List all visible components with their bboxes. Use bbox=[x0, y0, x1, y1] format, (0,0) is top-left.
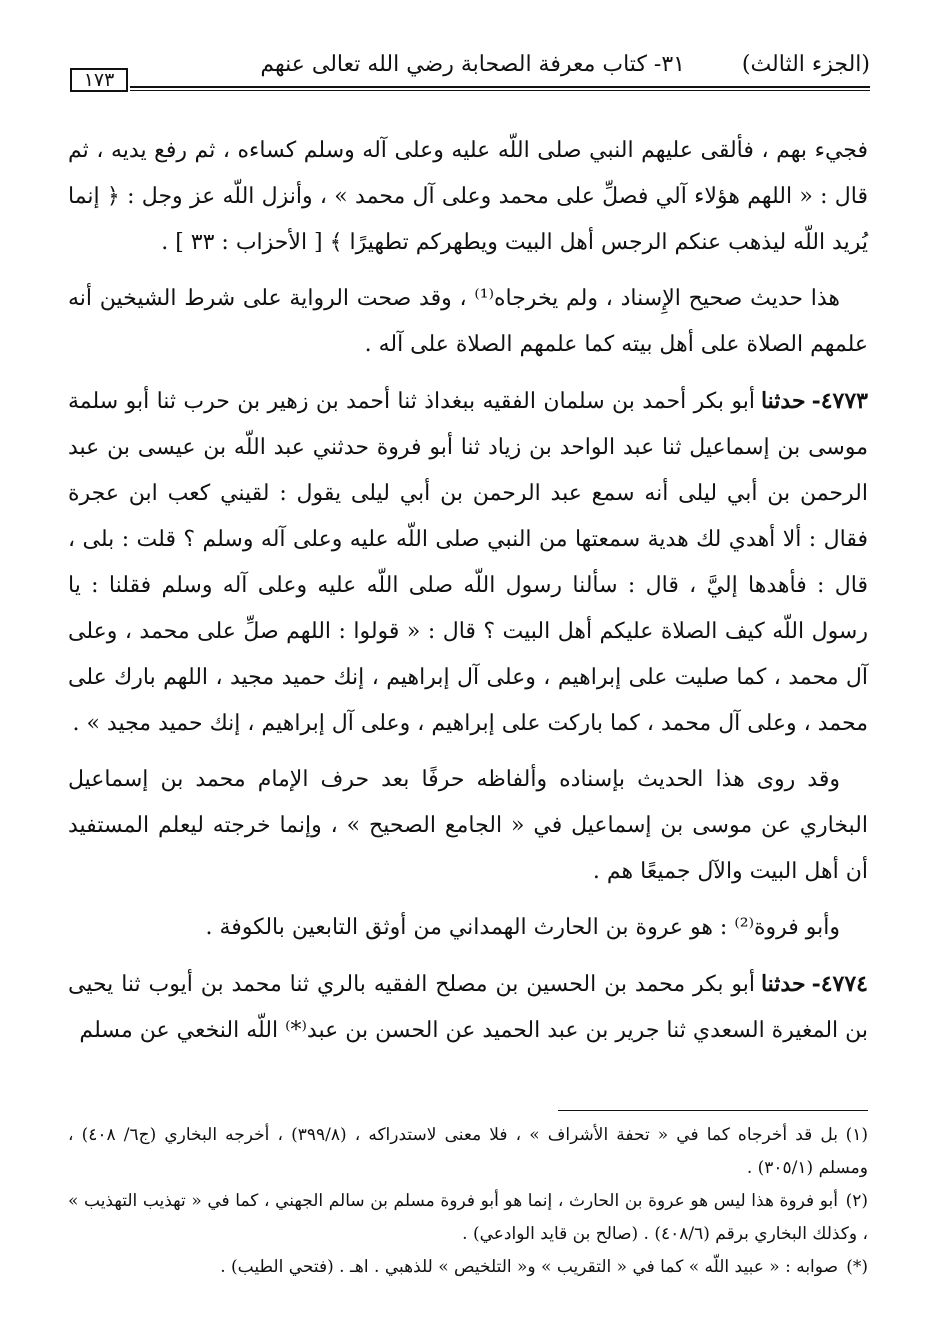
footnote-text: بل قد أخرجاه كما في « تحفة الأشراف » ، فلا معنى لاستدراكه ، (٣٩٩/٨) ، أخرجه البخاري (ج٦/ ٤٠٨) ، ومسلم (٣٠٥/١) . bbox=[68, 1125, 868, 1178]
footnote bbox=[68, 1185, 868, 1251]
paragraph: وأبو فروة⁽²⁾ : هو عروة بن الحارث الهمداني من أوثق التابعين بالكوفة . bbox=[205, 915, 840, 940]
hadith-opening: حدثنا bbox=[760, 388, 806, 414]
footnotes bbox=[68, 1110, 868, 1284]
page-header bbox=[70, 50, 870, 94]
footnote-text: صوابه : « عبيد اللّه » كما في « التقريب » و« التلخيص » للذهبي . اهـ . (فتحي الطيب) . bbox=[220, 1257, 838, 1277]
chapter-title: ٣١- كتاب معرفة الصحابة رضي الله تعالى عنهم bbox=[260, 52, 685, 77]
paragraph: وقد روى هذا الحديث بإسناده وألفاظه حرفًا بعد حرف الإمام محمد بن إسماعيل البخاري عن موسى بن إسماعيل في « الجامع الصحيح » ، وإنما خرجته ليعلم المستفيد أن أهل البيت والآل جميعًا هم . bbox=[68, 767, 868, 884]
page-number: ١٧٣ bbox=[70, 68, 128, 92]
hadith-text: أبو بكر أحمد بن سلمان الفقيه ببغداذ ثنا أحمد بن زهير بن حرب ثنا أبو سلمة موسى بن إسماعيل ثنا عبد الواحد بن زياد ثنا أبو فروة حدثني عبد اللّه بن عيسى بن عبد الرحمن بن أبي ليلى أنه سمع عبد الرحمن بن أبي ليلى يقول : لقيني كعب ابن عجرة فقال : ألا أهدي لك هدية سمعتها من النبي صلى اللّه عليه وعلى آله وسلم ؟ قلت : بلى ، قال : فأهدها إليَّ ، قال : سألنا رسول اللّه صلى اللّه عليه وعلى آله وسلم فقلنا : يا رسول اللّه كيف الصلاة عليكم أهل البيت ؟ قال : « قولوا : اللهم صلِّ على محمد ، وعلى آل محمد ، كما صليت على إبراهيم ، وعلى آل إبراهيم ، إنك حميد مجيد ، اللهم بارك على محمد ، وعلى آل محمد ، كما باركت على إبراهيم ، وعلى آل إبراهيم ، إنك حميد مجيد » . bbox=[68, 389, 869, 736]
hadith-4774 bbox=[68, 961, 868, 1054]
main-text bbox=[68, 128, 868, 1064]
hadith-text: أبو بكر محمد بن الحسين بن مصلح الفقيه بالري ثنا محمد بن أيوب ثنا يحيى بن المغيرة السعدي ثنا جرير بن عبد الحميد عن الحسن بن عبد⁽*⁾ اللّه النخعي عن مسلم bbox=[68, 972, 868, 1043]
footnote-marker: (٢) bbox=[845, 1191, 868, 1211]
paragraph: هذا حديث صحيح الإِسناد ، ولم يخرجاه⁽¹⁾ ، وقد صحت الرواية على شرط الشيخين أنه علمهم الصلاة على أهل بيته كما علمهم الصلاة على آله . bbox=[68, 286, 868, 357]
header-rule bbox=[130, 86, 870, 88]
footnote-text: أبو فروة هذا ليس هو عروة بن الحارث ، إنما هو أبو فروة مسلم بن سالم الجهني ، كما في « تهذيب التهذيب » ، وكذلك البخاري برقم (٤٠٨/٦) . (صالح بن قايد الوادعي) . bbox=[68, 1191, 868, 1244]
header-rule-thin bbox=[130, 90, 870, 91]
paragraph: فجيء بهم ، فألقى عليهم النبي صلى اللّه عليه وعلى آله وسلم كساءه ، ثم رفع يديه ، ثم قال : « اللهم هؤلاء آلي فصلِّ على محمد وعلى آل محمد » ، وأنزل اللّه عز وجل : ﴿ إنما يُريد اللّه ليذهب عنكم الرجس أهل البيت ويطهركم تطهيرًا ﴾ [ الأحزاب : ٣٣ ] . bbox=[68, 138, 868, 255]
footnote-rule bbox=[558, 1110, 868, 1111]
hadith-opening: حدثنا bbox=[760, 971, 806, 997]
footnote-marker: (١) bbox=[845, 1125, 869, 1145]
hadith-number: ٤٧٧٤- bbox=[811, 971, 868, 997]
footnote-marker: (*) bbox=[846, 1257, 868, 1277]
footnote bbox=[68, 1119, 868, 1185]
hadith-4773 bbox=[68, 378, 868, 747]
volume-label: (الجزء الثالث) bbox=[741, 52, 870, 77]
hadith-number: ٤٧٧٣- bbox=[811, 388, 868, 414]
footnote bbox=[68, 1251, 868, 1284]
